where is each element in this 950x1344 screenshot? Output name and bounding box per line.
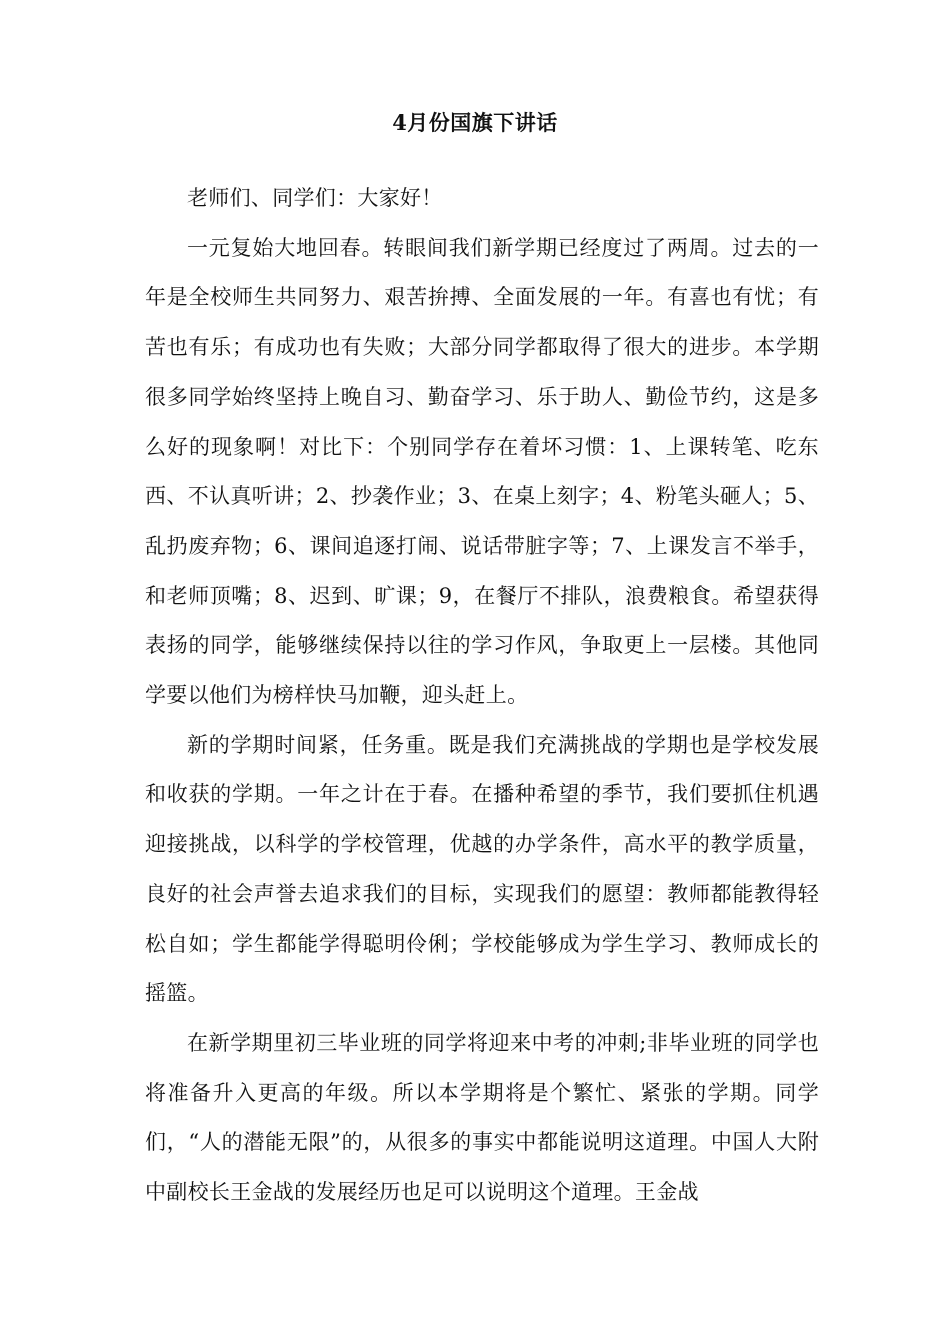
paragraph-potential: 在新学期里初三毕业班的同学将迎来中考的冲刺;非毕业班的同学也将准备升入更高的年级。所以本学期将是个繁忙、紧张的学期。同学们，“人的潜能无限”的，从很多的事实中都能说明这道理。中国人大附中副校长王金战的发展经历也足可以说明这个道理。王金战 — [145, 1030, 819, 1205]
paragraph-review: 一元复始大地回春。转眼间我们新学期已经度过了两周。过去的一年是全校师生共同努力、艰苦拚搏、全面发展的一年。有喜也有忧；有苦也有乐；有成功也有失败；大部分同学都取得了很大的进步。本学期很多同学始终坚持上晚自习、勤奋学习、乐于助人、勤俭节约，这是多么好的现象啊！对比下：个别同学存在着坏习惯：1、上课转笔、吃东西、不认真听讲；2、抄袭作业；3、在桌上刻字；4、粉笔头砸人；5、乱扔废弃物；6、课间追逐打闹、说话带脏字等；7、上课发言不举手，和老师顶嘴；8、迟到、旷课；9，在餐厅不排队，浪费粮食。希望获得表扬的同学，能够继续保持以往的学习作风，争取更上一层楼。其他同学要以他们为榜样快马加鞭，迎头赶上。 — [145, 235, 819, 708]
document-title: 4月份国旗下讲话 — [392, 110, 558, 135]
document-body — [145, 174, 819, 1218]
paragraph-greeting: 老师们、同学们：大家好！ — [187, 186, 443, 210]
paragraph-new-semester: 新的学期时间紧，任务重。既是我们充满挑战的学期也是学校发展和收获的学期。一年之计在于春。在播种希望的季节，我们要抓住机遇迎接挑战，以科学的学校管理，优越的办学条件，高水平的教学质量，良好的社会声誉去追求我们的目标，实现我们的愿望：教师都能教得轻松自如；学生都能学得聪明伶俐；学校能够成为学生学习、教师成长的摇篮。 — [145, 732, 819, 1006]
